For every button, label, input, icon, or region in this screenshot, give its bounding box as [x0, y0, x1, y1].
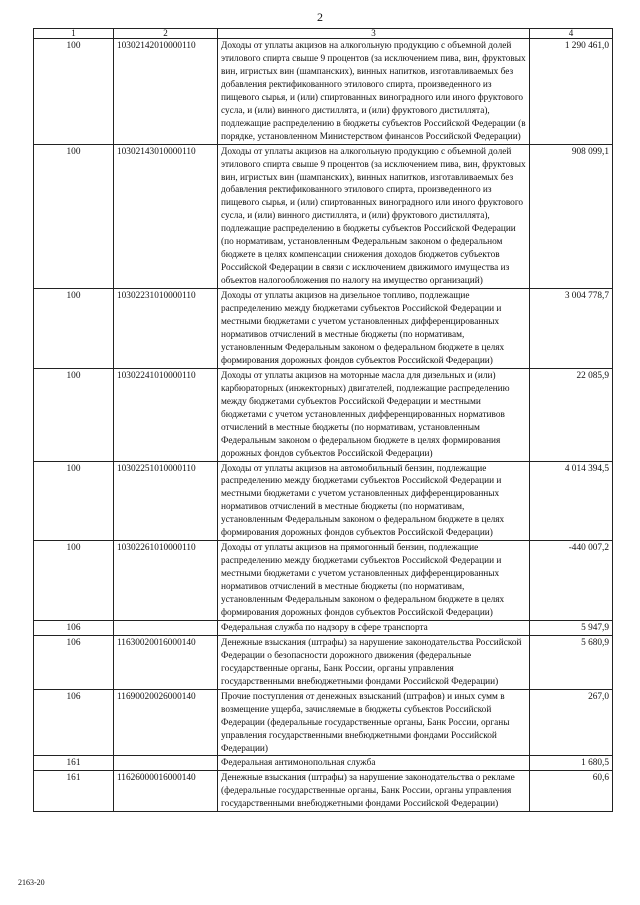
row-description-cell: Федеральная антимонопольная служба [218, 756, 530, 771]
table-row [34, 635, 613, 689]
row-amount-cell: 5 947,9 [530, 620, 613, 635]
row-amount-cell: 3 004 778,7 [530, 289, 613, 369]
row-kbk-cell: 10302143010000110 [114, 144, 218, 288]
row-description-cell: Денежные взыскания (штрафы) за нарушение законодательства Российской Федерации о безопасности дорожного движения (федеральные государственные органы, Банк России, органы управления государственными внебюджетными фондами Российской Федерации) [218, 635, 530, 689]
table-row [34, 368, 613, 461]
row-code-cell: 100 [34, 541, 114, 621]
row-code-cell: 100 [34, 144, 114, 288]
row-description-cell: Доходы от уплаты акцизов на прямогонный бензин, подлежащие распределению между бюджетами субъектов Российской Федерации и местными бюджетами с учетом установленных дифференцированных нормативов отчислений в местные бюджеты (по нормативам, установленным Федеральным законом о федеральном бюджете в целях формирования дорожных фондов субъектов Российской Федерации) [218, 541, 530, 621]
row-code-cell: 106 [34, 689, 114, 756]
row-description-cell: Доходы от уплаты акцизов на автомобильный бензин, подлежащие распределению между бюджетами субъектов Российской Федерации и местными бюджетами с учетом установленных дифференцированных нормативов отчислений в местные бюджеты (по нормативам, установленным Федеральным законом о федеральном бюджете в целях формирования дорожных фондов субъектов Российской Федерации) [218, 461, 530, 541]
row-code-cell: 100 [34, 39, 114, 145]
row-description-cell: Доходы от уплаты акцизов на алкогольную продукцию с объемной долей этилового спирта свыше 9 процентов (за исключением пива, вин, фруктовых вин, игристых вин (шампанских), винных напитков, изготавливаемых без добавления ректификованного этилового спирта, произведенного из пищевого сырья, и (или) спиртованных виноградного или иного фруктового сусла, и (или) винного дистиллята, и (или) фруктового дистиллята), подлежащие распределению в бюджеты субъектов Российской Федерации (в порядке, установленном Министерством финансов Российской Федерации) [218, 39, 530, 145]
row-code-cell: 106 [34, 620, 114, 635]
header-cell: 3 [218, 29, 530, 39]
row-amount-cell: 908 099,1 [530, 144, 613, 288]
row-code-cell: 161 [34, 756, 114, 771]
row-description-cell: Доходы от уплаты акцизов на моторные масла для дизельных и (или) карбюраторных (инжекторных) двигателей, подлежащие распределению между бюджетами субъектов Российской Федерации и местными бюджетами с учетом установленных дифференцированных нормативов отчислений в местные бюджеты (по нормативам, установленным Федеральным законом о федеральном бюджете в целях формирования дорожных фондов субъектов Российской Федерации) [218, 368, 530, 461]
row-kbk-cell: 10302142010000110 [114, 39, 218, 145]
table-row [34, 771, 613, 812]
row-description-cell: Доходы от уплаты акцизов на дизельное топливо, подлежащие распределению между бюджетами субъектов Российской Федерации и местными бюджетами с учетом установленных дифференцированных нормативов отчислений в местные бюджеты (по нормативам, установленным Федеральным законом о федеральном бюджете в целях формирования дорожных фондов субъектов Российской Федерации) [218, 289, 530, 369]
row-code-cell: 100 [34, 289, 114, 369]
row-code-cell: 161 [34, 771, 114, 812]
row-amount-cell: 1 680,5 [530, 756, 613, 771]
row-description-cell: Прочие поступления от денежных взысканий (штрафов) и иных сумм в возмещение ущерба, зачисляемые в бюджеты субъектов Российской Федерации (федеральные государственные органы, Банк России, органы управления государственными внебюджетными фондами Российской Федерации) [218, 689, 530, 756]
row-amount-cell: -440 007,2 [530, 541, 613, 621]
row-amount-cell: 22 085,9 [530, 368, 613, 461]
row-kbk-cell: 10302241010000110 [114, 368, 218, 461]
row-code-cell: 100 [34, 368, 114, 461]
table-row [34, 756, 613, 771]
revenue-table [33, 28, 613, 812]
header-cell: 4 [530, 29, 613, 39]
row-code-cell: 106 [34, 635, 114, 689]
table-row [34, 144, 613, 288]
table-row [34, 689, 613, 756]
row-kbk-cell: 11626000016000140 [114, 771, 218, 812]
row-kbk-cell: 10302231010000110 [114, 289, 218, 369]
row-description-cell: Денежные взыскания (штрафы) за нарушение законодательства о рекламе (федеральные государственные органы, Банк России, органы управления государственными внебюджетными фондами Российской Федерации) [218, 771, 530, 812]
table-row [34, 620, 613, 635]
header-cell: 2 [114, 29, 218, 39]
table-row [34, 39, 613, 145]
row-kbk-cell: 10302251010000110 [114, 461, 218, 541]
row-amount-cell: 1 290 461,0 [530, 39, 613, 145]
table-header-row [34, 29, 613, 39]
page-number: 2 [317, 10, 323, 24]
row-code-cell: 100 [34, 461, 114, 541]
table-row [34, 461, 613, 541]
row-kbk-cell: 11630020016000140 [114, 635, 218, 689]
header-cell: 1 [34, 29, 114, 39]
row-kbk-cell: 11690020026000140 [114, 689, 218, 756]
row-kbk-cell [114, 620, 218, 635]
row-description-cell: Доходы от уплаты акцизов на алкогольную продукцию с объемной долей этилового спирта свыше 9 процентов (за исключением пива, вин, фруктовых вин, игристых вин (шампанских), винных напитков, изготавливаемых без добавления ректификованного этилового спирта, произведенного из пищевого сырья, и (или) спиртованных виноградного или иного фруктового сусла, и (или) винного дистиллята, и (или) фруктового дистиллята), подлежащие распределению в бюджеты субъектов Российской Федерации (по нормативам, установленным Федеральным законом о федеральном бюджете в целях компенсации снижения доходов бюджетов субъектов Российской Федерации в связи с исключением движимого имущества из объектов налогообложения по налогу на имущество организаций) [218, 144, 530, 288]
table-row [34, 289, 613, 369]
footer-code: 2163-20 [18, 878, 45, 887]
row-amount-cell: 60,6 [530, 771, 613, 812]
row-amount-cell: 4 014 394,5 [530, 461, 613, 541]
row-kbk-cell [114, 756, 218, 771]
table-row [34, 541, 613, 621]
row-amount-cell: 5 680,9 [530, 635, 613, 689]
row-kbk-cell: 10302261010000110 [114, 541, 218, 621]
row-amount-cell: 267,0 [530, 689, 613, 756]
row-description-cell: Федеральная служба по надзору в сфере транспорта [218, 620, 530, 635]
